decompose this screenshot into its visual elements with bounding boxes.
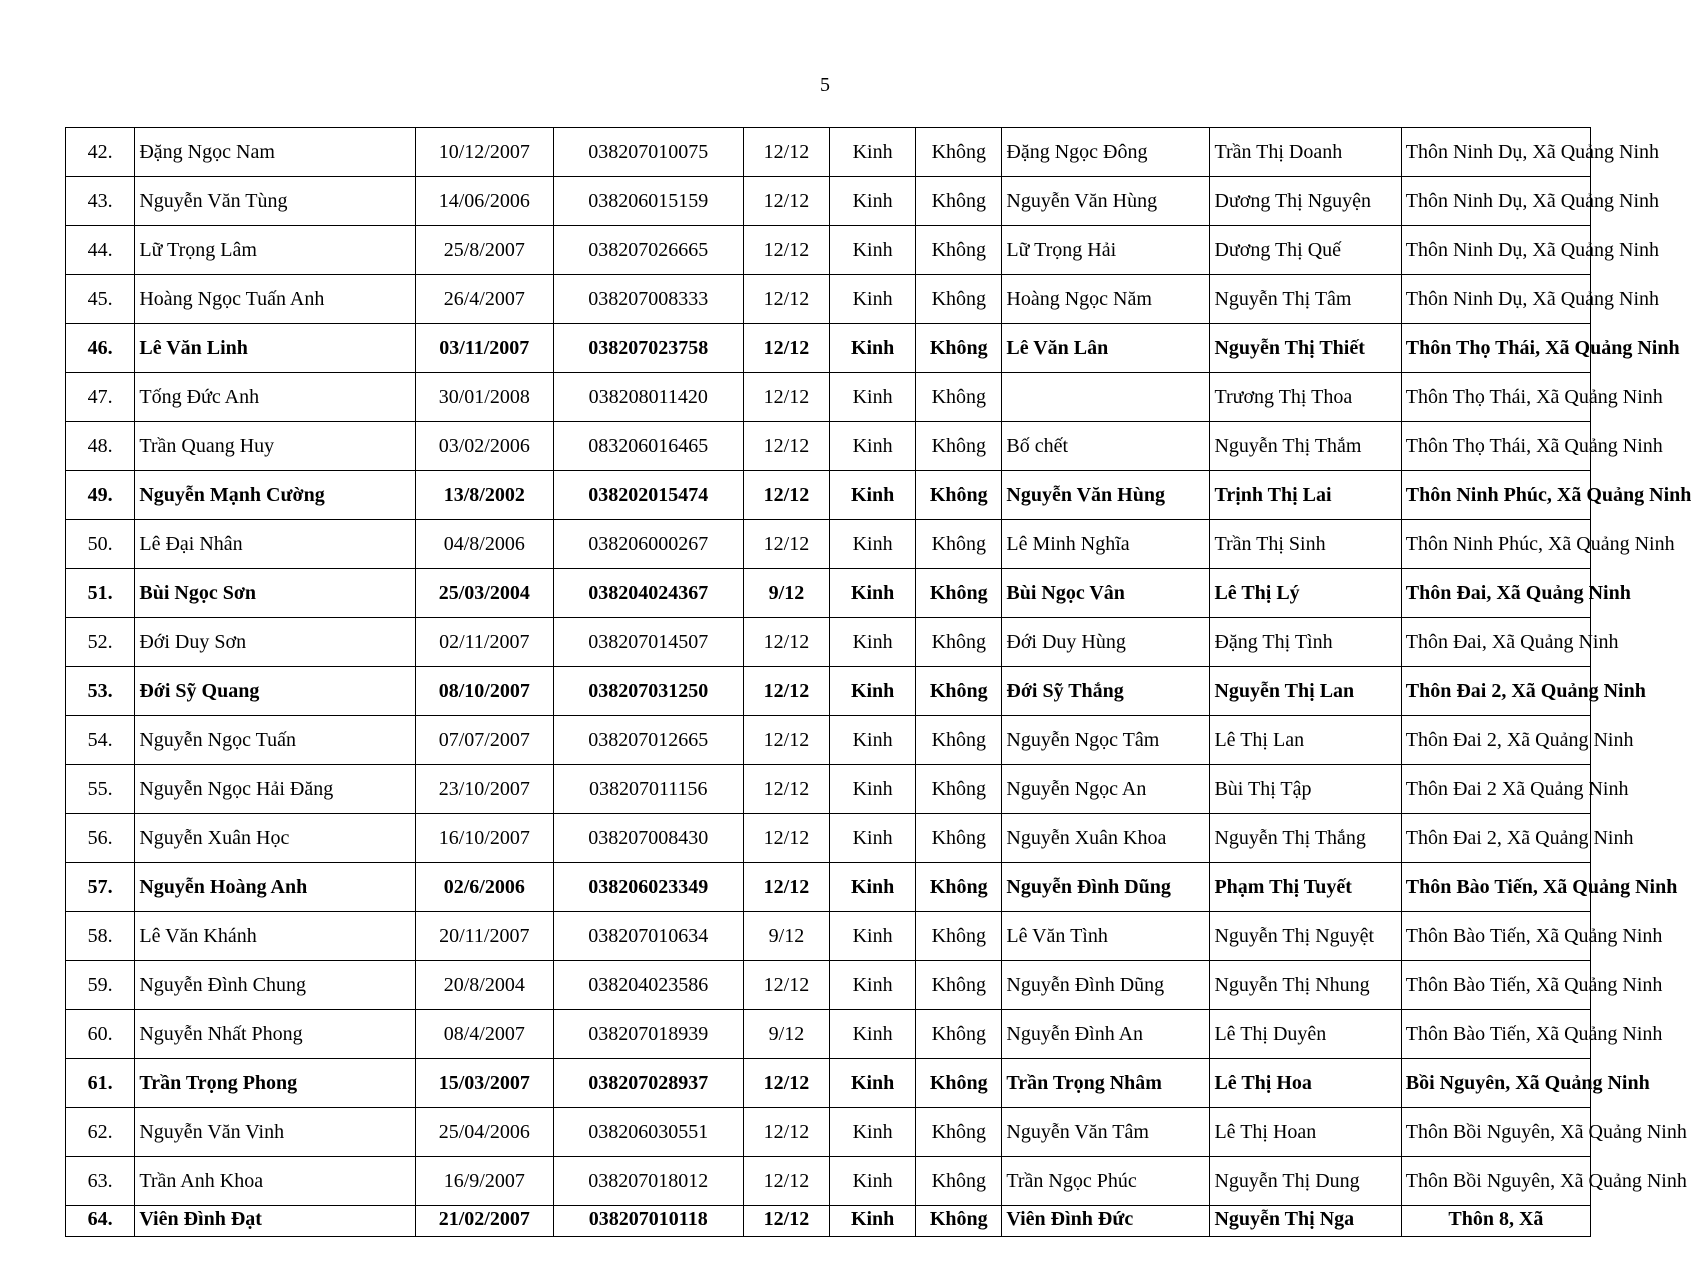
religion-cell: Không <box>916 667 1002 716</box>
mother-name-cell: Nguyễn Thị Nga <box>1210 1206 1401 1237</box>
id-number-cell: 038207010118 <box>553 1206 743 1237</box>
father-name-cell: Nguyễn Văn Hùng <box>1002 177 1210 226</box>
id-number-cell: 038207014507 <box>553 618 743 667</box>
table-row <box>66 765 1591 814</box>
mother-name-cell: Dương Thị Quế <box>1210 226 1401 275</box>
religion-cell: Không <box>916 765 1002 814</box>
ethnicity-cell: Kinh <box>830 765 916 814</box>
father-name-cell: Nguyễn Đình Dũng <box>1002 961 1210 1010</box>
student-name-cell: Hoàng Ngọc Tuấn Anh <box>135 275 416 324</box>
address-cell: Thôn Đai 2, Xã Quảng Ninh <box>1401 814 1590 863</box>
mother-name-cell: Nguyễn Thị Thiết <box>1210 324 1401 373</box>
id-number-cell: 038204024367 <box>553 569 743 618</box>
address-cell: Thôn Bào Tiến, Xã Quảng Ninh <box>1401 1010 1590 1059</box>
education-level-cell: 12/12 <box>743 1059 829 1108</box>
address-cell: Thôn Đai 2, Xã Quảng Ninh <box>1401 716 1590 765</box>
date-of-birth-cell: 25/8/2007 <box>415 226 553 275</box>
row-number-cell: 62. <box>66 1108 135 1157</box>
mother-name-cell: Lê Thị Hoa <box>1210 1059 1401 1108</box>
religion-cell: Không <box>916 618 1002 667</box>
student-name-cell: Nguyễn Xuân Học <box>135 814 416 863</box>
address-cell: Thôn Ninh Dụ, Xã Quảng Ninh <box>1401 177 1590 226</box>
row-number-cell: 55. <box>66 765 135 814</box>
id-number-cell: 038207010634 <box>553 912 743 961</box>
religion-cell: Không <box>916 1157 1002 1206</box>
id-number-cell: 038204023586 <box>553 961 743 1010</box>
row-number-cell: 61. <box>66 1059 135 1108</box>
row-number-cell: 52. <box>66 618 135 667</box>
date-of-birth-cell: 02/11/2007 <box>415 618 553 667</box>
ethnicity-cell: Kinh <box>830 569 916 618</box>
education-level-cell: 12/12 <box>743 128 829 177</box>
date-of-birth-cell: 14/06/2006 <box>415 177 553 226</box>
mother-name-cell: Nguyễn Thị Thắm <box>1210 422 1401 471</box>
id-number-cell: 038207011156 <box>553 765 743 814</box>
table-row <box>66 667 1591 716</box>
father-name-cell: Nguyễn Đình Dũng <box>1002 863 1210 912</box>
row-number-cell: 60. <box>66 1010 135 1059</box>
row-number-cell: 64. <box>66 1206 135 1237</box>
mother-name-cell: Nguyễn Thị Dung <box>1210 1157 1401 1206</box>
mother-name-cell: Phạm Thị Tuyết <box>1210 863 1401 912</box>
father-name-cell: Đới Duy Hùng <box>1002 618 1210 667</box>
date-of-birth-cell: 13/8/2002 <box>415 471 553 520</box>
address-cell: Thôn Ninh Dụ, Xã Quảng Ninh <box>1401 128 1590 177</box>
mother-name-cell: Nguyễn Thị Thắng <box>1210 814 1401 863</box>
address-cell: Thôn Bào Tiến, Xã Quảng Ninh <box>1401 961 1590 1010</box>
table-body <box>66 128 1691 1237</box>
student-name-cell: Nguyễn Văn Vinh <box>135 1108 416 1157</box>
father-name-cell: Nguyễn Văn Hùng <box>1002 471 1210 520</box>
ethnicity-cell: Kinh <box>830 1206 916 1237</box>
mother-name-cell: Trần Thị Sinh <box>1210 520 1401 569</box>
row-number-cell: 58. <box>66 912 135 961</box>
row-number-cell: 53. <box>66 667 135 716</box>
ethnicity-cell: Kinh <box>830 716 916 765</box>
row-number-cell: 49. <box>66 471 135 520</box>
ethnicity-cell: Kinh <box>830 863 916 912</box>
row-number-cell: 50. <box>66 520 135 569</box>
table-row <box>66 275 1591 324</box>
father-name-cell: Bùi Ngọc Vân <box>1002 569 1210 618</box>
date-of-birth-cell: 15/03/2007 <box>415 1059 553 1108</box>
address-cell: Thôn Bào Tiến, Xã Quảng Ninh <box>1401 912 1590 961</box>
ethnicity-cell: Kinh <box>830 667 916 716</box>
education-level-cell: 12/12 <box>743 324 829 373</box>
father-name-cell: Hoàng Ngọc Năm <box>1002 275 1210 324</box>
student-name-cell: Đới Sỹ Quang <box>135 667 416 716</box>
ethnicity-cell: Kinh <box>830 1059 916 1108</box>
education-level-cell: 12/12 <box>743 177 829 226</box>
religion-cell: Không <box>916 422 1002 471</box>
table-row <box>66 863 1591 912</box>
id-number-cell: 083206016465 <box>553 422 743 471</box>
id-number-cell: 038206000267 <box>553 520 743 569</box>
student-name-cell: Tống Đức Anh <box>135 373 416 422</box>
student-name-cell: Nguyễn Đình Chung <box>135 961 416 1010</box>
table-row <box>66 422 1591 471</box>
date-of-birth-cell: 25/04/2006 <box>415 1108 553 1157</box>
id-number-cell: 038202015474 <box>553 471 743 520</box>
education-level-cell: 12/12 <box>743 1108 829 1157</box>
mother-name-cell: Nguyễn Thị Lan <box>1210 667 1401 716</box>
date-of-birth-cell: 02/6/2006 <box>415 863 553 912</box>
ethnicity-cell: Kinh <box>830 275 916 324</box>
religion-cell: Không <box>916 912 1002 961</box>
id-number-cell: 038207026665 <box>553 226 743 275</box>
date-of-birth-cell: 08/4/2007 <box>415 1010 553 1059</box>
religion-cell: Không <box>916 863 1002 912</box>
table-row <box>66 1157 1591 1206</box>
education-level-cell: 12/12 <box>743 373 829 422</box>
ethnicity-cell: Kinh <box>830 324 916 373</box>
ethnicity-cell: Kinh <box>830 471 916 520</box>
address-cell: Thôn Ninh Phúc, Xã Quảng Ninh <box>1401 520 1590 569</box>
table-row <box>66 569 1591 618</box>
table-row <box>66 912 1591 961</box>
table-row <box>66 716 1591 765</box>
id-number-cell: 038207018939 <box>553 1010 743 1059</box>
date-of-birth-cell: 03/11/2007 <box>415 324 553 373</box>
table-row <box>66 128 1591 177</box>
address-cell: Bồi Nguyên, Xã Quảng Ninh <box>1401 1059 1590 1108</box>
father-name-cell: Bố chết <box>1002 422 1210 471</box>
ethnicity-cell: Kinh <box>830 1157 916 1206</box>
table-row <box>66 1010 1591 1059</box>
father-name-cell: Nguyễn Văn Tâm <box>1002 1108 1210 1157</box>
row-number-cell: 63. <box>66 1157 135 1206</box>
student-name-cell: Viên Đình Đạt <box>135 1206 416 1237</box>
ethnicity-cell: Kinh <box>830 814 916 863</box>
table-row <box>66 814 1591 863</box>
mother-name-cell: Lê Thị Lan <box>1210 716 1401 765</box>
father-name-cell: Trần Trọng Nhâm <box>1002 1059 1210 1108</box>
education-level-cell: 12/12 <box>743 226 829 275</box>
education-level-cell: 12/12 <box>743 471 829 520</box>
education-level-cell: 12/12 <box>743 961 829 1010</box>
student-name-cell: Lê Đại Nhân <box>135 520 416 569</box>
religion-cell: Không <box>916 716 1002 765</box>
student-name-cell: Nguyễn Ngọc Tuấn <box>135 716 416 765</box>
id-number-cell: 038207031250 <box>553 667 743 716</box>
address-cell: Thôn Ninh Phúc, Xã Quảng Ninh <box>1401 471 1590 520</box>
father-name-cell: Lữ Trọng Hải <box>1002 226 1210 275</box>
religion-cell: Không <box>916 1059 1002 1108</box>
date-of-birth-cell: 20/8/2004 <box>415 961 553 1010</box>
table-row <box>66 373 1591 422</box>
father-name-cell: Đặng Ngọc Đông <box>1002 128 1210 177</box>
student-name-cell: Lê Văn Khánh <box>135 912 416 961</box>
student-name-cell: Bùi Ngọc Sơn <box>135 569 416 618</box>
ethnicity-cell: Kinh <box>830 1010 916 1059</box>
student-name-cell: Trần Trọng Phong <box>135 1059 416 1108</box>
religion-cell: Không <box>916 373 1002 422</box>
education-level-cell: 12/12 <box>743 765 829 814</box>
date-of-birth-cell: 16/9/2007 <box>415 1157 553 1206</box>
table-row <box>66 1059 1591 1108</box>
address-cell: Thôn Bào Tiến, Xã Quảng Ninh <box>1401 863 1590 912</box>
id-number-cell: 038207008430 <box>553 814 743 863</box>
father-name-cell: Lê Minh Nghĩa <box>1002 520 1210 569</box>
address-cell: Thôn Đai 2, Xã Quảng Ninh <box>1401 667 1590 716</box>
education-level-cell: 12/12 <box>743 814 829 863</box>
mother-name-cell: Bùi Thị Tập <box>1210 765 1401 814</box>
ethnicity-cell: Kinh <box>830 1108 916 1157</box>
address-cell: Thôn Ninh Dụ, Xã Quảng Ninh <box>1401 226 1590 275</box>
ethnicity-cell: Kinh <box>830 618 916 667</box>
student-table <box>65 127 1691 1237</box>
table-row <box>66 471 1591 520</box>
father-name-cell: Nguyễn Xuân Khoa <box>1002 814 1210 863</box>
address-cell: Thôn 8, Xã <box>1401 1206 1590 1237</box>
father-name-cell: Lê Văn Lân <box>1002 324 1210 373</box>
date-of-birth-cell: 20/11/2007 <box>415 912 553 961</box>
education-level-cell: 9/12 <box>743 1010 829 1059</box>
id-number-cell: 038206023349 <box>553 863 743 912</box>
ethnicity-cell: Kinh <box>830 520 916 569</box>
id-number-cell: 038206015159 <box>553 177 743 226</box>
father-name-cell: Trần Ngọc Phúc <box>1002 1157 1210 1206</box>
student-name-cell: Trần Quang Huy <box>135 422 416 471</box>
id-number-cell: 038207008333 <box>553 275 743 324</box>
address-cell: Thôn Thọ Thái, Xã Quảng Ninh <box>1401 373 1590 422</box>
education-level-cell: 12/12 <box>743 520 829 569</box>
row-number-cell: 44. <box>66 226 135 275</box>
ethnicity-cell: Kinh <box>830 226 916 275</box>
date-of-birth-cell: 21/02/2007 <box>415 1206 553 1237</box>
table-row <box>66 324 1591 373</box>
id-number-cell: 038207028937 <box>553 1059 743 1108</box>
education-level-cell: 12/12 <box>743 275 829 324</box>
date-of-birth-cell: 25/03/2004 <box>415 569 553 618</box>
religion-cell: Không <box>916 1010 1002 1059</box>
page-number: 5 <box>820 74 830 96</box>
mother-name-cell: Đặng Thị Tình <box>1210 618 1401 667</box>
father-name-cell: Nguyễn Ngọc An <box>1002 765 1210 814</box>
education-level-cell: 9/12 <box>743 912 829 961</box>
father-name-cell: Lê Văn Tình <box>1002 912 1210 961</box>
ethnicity-cell: Kinh <box>830 961 916 1010</box>
date-of-birth-cell: 10/12/2007 <box>415 128 553 177</box>
row-number-cell: 56. <box>66 814 135 863</box>
religion-cell: Không <box>916 471 1002 520</box>
row-number-cell: 59. <box>66 961 135 1010</box>
table-row <box>66 1206 1591 1237</box>
table-row <box>66 961 1591 1010</box>
date-of-birth-cell: 08/10/2007 <box>415 667 553 716</box>
date-of-birth-cell: 30/01/2008 <box>415 373 553 422</box>
address-cell: Thôn Ninh Dụ, Xã Quảng Ninh <box>1401 275 1590 324</box>
student-name-cell: Nguyễn Văn Tùng <box>135 177 416 226</box>
student-name-cell: Nguyễn Ngọc Hải Đăng <box>135 765 416 814</box>
religion-cell: Không <box>916 177 1002 226</box>
father-name-cell: Đới Sỹ Thắng <box>1002 667 1210 716</box>
student-name-cell: Đặng Ngọc Nam <box>135 128 416 177</box>
religion-cell: Không <box>916 324 1002 373</box>
address-cell: Thôn Bồi Nguyên, Xã Quảng Ninh <box>1401 1157 1590 1206</box>
student-name-cell: Đới Duy Sơn <box>135 618 416 667</box>
date-of-birth-cell: 23/10/2007 <box>415 765 553 814</box>
id-number-cell: 038207012665 <box>553 716 743 765</box>
ethnicity-cell: Kinh <box>830 177 916 226</box>
table-row <box>66 177 1591 226</box>
row-number-cell: 43. <box>66 177 135 226</box>
row-number-cell: 46. <box>66 324 135 373</box>
id-number-cell: 038207018012 <box>553 1157 743 1206</box>
ethnicity-cell: Kinh <box>830 422 916 471</box>
education-level-cell: 12/12 <box>743 1157 829 1206</box>
date-of-birth-cell: 26/4/2007 <box>415 275 553 324</box>
religion-cell: Không <box>916 569 1002 618</box>
religion-cell: Không <box>916 275 1002 324</box>
mother-name-cell: Lê Thị Hoan <box>1210 1108 1401 1157</box>
student-name-cell: Nguyễn Mạnh Cường <box>135 471 416 520</box>
mother-name-cell: Trịnh Thị Lai <box>1210 471 1401 520</box>
row-number-cell: 54. <box>66 716 135 765</box>
student-name-cell: Lê Văn Linh <box>135 324 416 373</box>
religion-cell: Không <box>916 128 1002 177</box>
date-of-birth-cell: 16/10/2007 <box>415 814 553 863</box>
row-number-cell: 51. <box>66 569 135 618</box>
student-name-cell: Lữ Trọng Lâm <box>135 226 416 275</box>
address-cell: Thôn Thọ Thái, Xã Quảng Ninh <box>1401 324 1590 373</box>
mother-name-cell: Trương Thị Thoa <box>1210 373 1401 422</box>
father-name-cell: Viên Đình Đức <box>1002 1206 1210 1237</box>
education-level-cell: 12/12 <box>743 618 829 667</box>
ethnicity-cell: Kinh <box>830 912 916 961</box>
education-level-cell: 12/12 <box>743 1206 829 1237</box>
religion-cell: Không <box>916 520 1002 569</box>
ethnicity-cell: Kinh <box>830 373 916 422</box>
education-level-cell: 9/12 <box>743 569 829 618</box>
id-number-cell: 038206030551 <box>553 1108 743 1157</box>
mother-name-cell: Lê Thị Duyên <box>1210 1010 1401 1059</box>
date-of-birth-cell: 07/07/2007 <box>415 716 553 765</box>
row-number-cell: 42. <box>66 128 135 177</box>
id-number-cell: 038207023758 <box>553 324 743 373</box>
student-name-cell: Nguyễn Nhất Phong <box>135 1010 416 1059</box>
address-cell: Thôn Bồi Nguyên, Xã Quảng Ninh <box>1401 1108 1590 1157</box>
row-number-cell: 45. <box>66 275 135 324</box>
mother-name-cell: Nguyễn Thị Tâm <box>1210 275 1401 324</box>
religion-cell: Không <box>916 1206 1002 1237</box>
mother-name-cell: Lê Thị Lý <box>1210 569 1401 618</box>
education-level-cell: 12/12 <box>743 422 829 471</box>
father-name-cell: Nguyễn Ngọc Tâm <box>1002 716 1210 765</box>
student-name-cell: Trần Anh Khoa <box>135 1157 416 1206</box>
date-of-birth-cell: 04/8/2006 <box>415 520 553 569</box>
table-row <box>66 1108 1591 1157</box>
row-number-cell: 47. <box>66 373 135 422</box>
address-cell: Thôn Đai 2 Xã Quảng Ninh <box>1401 765 1590 814</box>
mother-name-cell: Trần Thị Doanh <box>1210 128 1401 177</box>
mother-name-cell: Nguyễn Thị Nguyệt <box>1210 912 1401 961</box>
religion-cell: Không <box>916 1108 1002 1157</box>
ethnicity-cell: Kinh <box>830 128 916 177</box>
row-number-cell: 48. <box>66 422 135 471</box>
date-of-birth-cell: 03/02/2006 <box>415 422 553 471</box>
row-number-cell: 57. <box>66 863 135 912</box>
mother-name-cell: Dương Thị Nguyện <box>1210 177 1401 226</box>
table-row <box>66 520 1591 569</box>
father-name-cell <box>1002 373 1210 422</box>
mother-name-cell: Nguyễn Thị Nhung <box>1210 961 1401 1010</box>
student-name-cell: Nguyễn Hoàng Anh <box>135 863 416 912</box>
id-number-cell: 038208011420 <box>553 373 743 422</box>
religion-cell: Không <box>916 961 1002 1010</box>
table-row <box>66 618 1591 667</box>
religion-cell: Không <box>916 814 1002 863</box>
education-level-cell: 12/12 <box>743 863 829 912</box>
id-number-cell: 038207010075 <box>553 128 743 177</box>
education-level-cell: 12/12 <box>743 716 829 765</box>
education-level-cell: 12/12 <box>743 667 829 716</box>
address-cell: Thôn Thọ Thái, Xã Quảng Ninh <box>1401 422 1590 471</box>
religion-cell: Không <box>916 226 1002 275</box>
table-row <box>66 226 1591 275</box>
address-cell: Thôn Đai, Xã Quảng Ninh <box>1401 569 1590 618</box>
father-name-cell: Nguyễn Đình An <box>1002 1010 1210 1059</box>
address-cell: Thôn Đai, Xã Quảng Ninh <box>1401 618 1590 667</box>
